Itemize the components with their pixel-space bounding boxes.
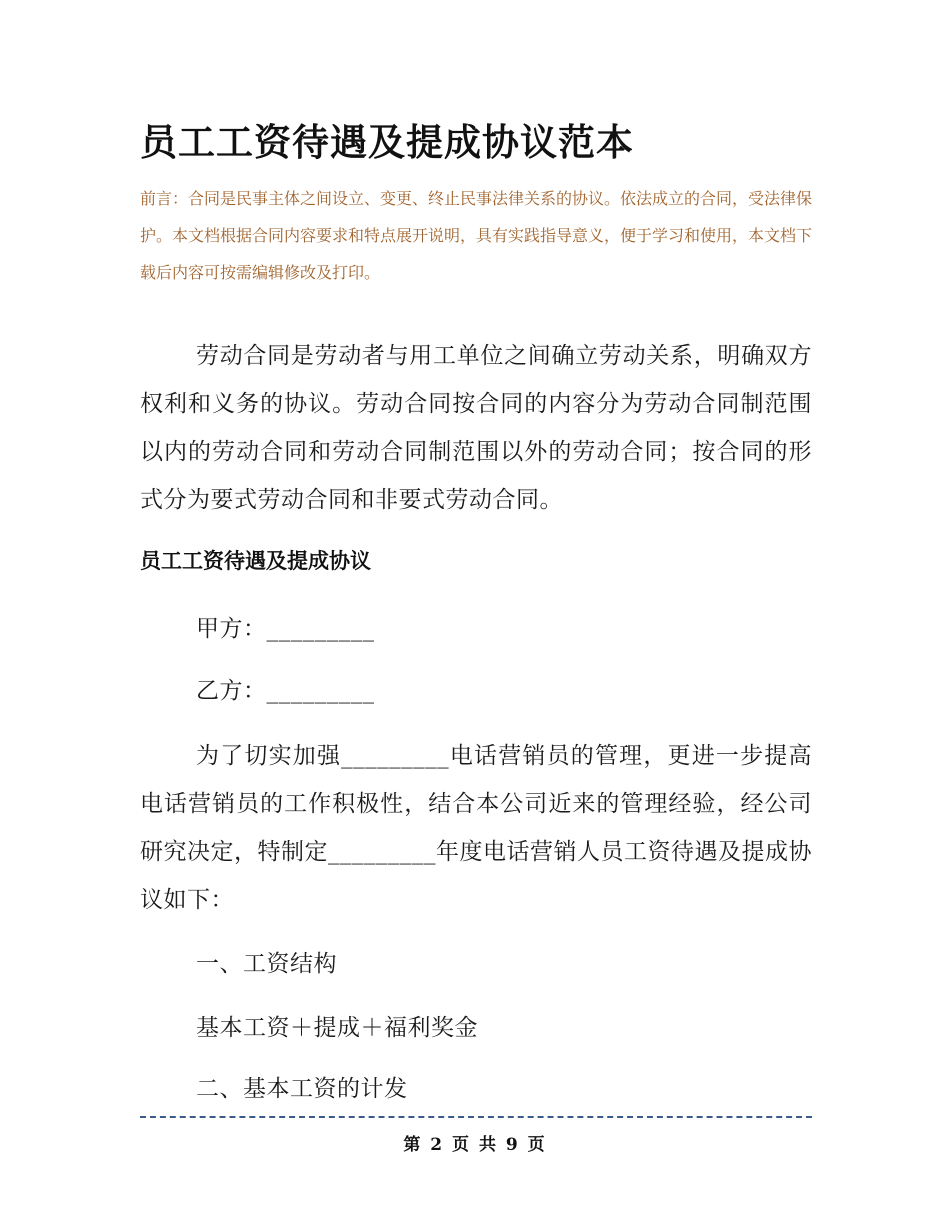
section-1-heading: 一、工资结构 bbox=[196, 951, 337, 977]
party-a-line: 甲方：_________ bbox=[196, 616, 375, 642]
agreement-subheading: 员工工资待遇及提成协议 bbox=[140, 548, 371, 573]
section-2-heading: 二、基本工资的计发 bbox=[196, 1076, 408, 1102]
preface-text: 前言：合同是民事主体之间设立、变更、终止民事法律关系的协议。依法成立的合同，受法律保护。本文档根据合同内容要求和特点展开说明，具有实践指导意义，便于学习和使用，本文档下载后内容可按需编辑修改及打印。 bbox=[140, 189, 813, 282]
section-1-content: 基本工资＋提成＋福利奖金 bbox=[196, 1015, 478, 1041]
purpose-paragraph: 为了切实加强_________电话营销员的管理，更进一步提高电话营销员的工作积极性，结合本公司近来的管理经验，经公司研究决定，特制定_________年度电话营销人员工资待遇及提成协议如下： bbox=[140, 743, 812, 913]
footer-divider bbox=[140, 1116, 812, 1118]
page-indicator: 第 2 页 共 9 页 bbox=[403, 1135, 547, 1155]
intro-paragraph: 劳动合同是劳动者与用工单位之间确立劳动关系，明确双方权利和义务的协议。劳动合同按合同的内容分为劳动合同制范围以内的劳动合同和劳动合同制范围以外的劳动合同；按合同的形式分为要式劳动合同和非要式劳动合同。 bbox=[140, 343, 812, 513]
document-title: 员工工资待遇及提成协议范本 bbox=[140, 120, 634, 164]
party-b-line: 乙方：_________ bbox=[196, 678, 375, 704]
